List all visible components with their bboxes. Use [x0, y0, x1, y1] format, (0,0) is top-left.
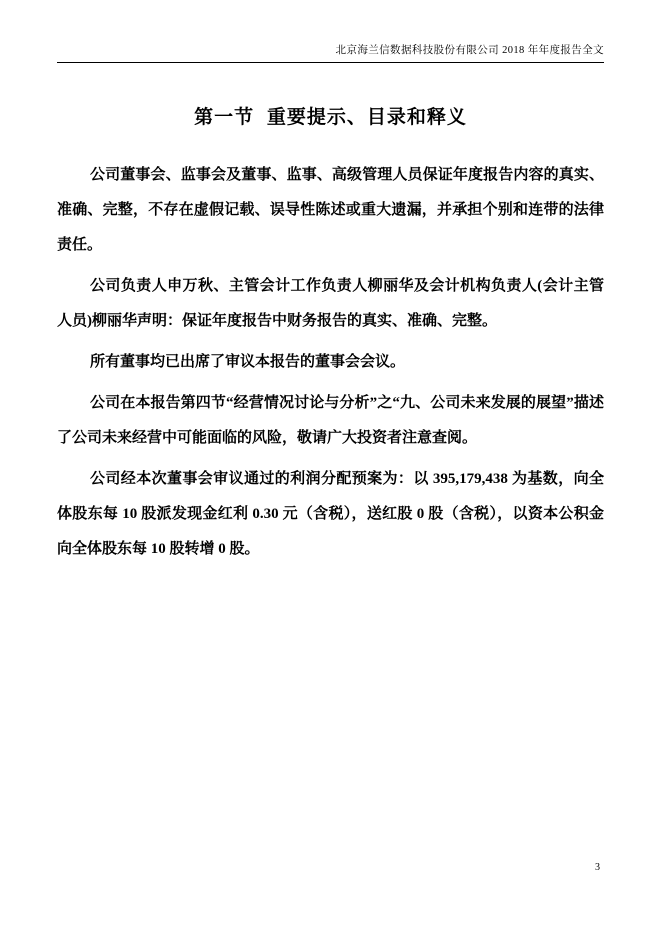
body-paragraph: 公司董事会、监事会及董事、监事、高级管理人员保证年度报告内容的真实、准确、完整，不存在虚假记载、误导性陈述或重大遗漏，并承担个别和连带的法律责任。 [57, 167, 604, 253]
section-title: 第一节 重要提示、目录和释义 [194, 107, 467, 128]
body-paragraph: 公司负责人申万秋、主管会计工作负责人柳丽华及会计机构负责人(会计主管人员)柳丽华声明：保证年度报告中财务报告的真实、准确、完整。 [57, 278, 604, 329]
body-paragraph: 所有董事均已出席了审议本报告的董事会会议。 [90, 354, 406, 370]
body-paragraph: 公司经本次董事会审议通过的利润分配预案为：以 395,179,438 为基数，向全体股东每 10 股派发现金红利 0.30 元（含税），送红股 0 股（含税），以资本公积金向全体股东每 10 股转增 0 股。 [57, 471, 604, 557]
body-paragraph: 公司在本报告第四节“经营情况讨论与分析”之“九、公司未来发展的展望”描述了公司未来经营中可能面临的风险，敬请广大投资者注意查阅。 [57, 395, 604, 446]
report-header: 北京海兰信数据科技股份有限公司 2018 年年度报告全文 [57, 42, 604, 63]
page-number: 3 [595, 862, 600, 873]
document-body [57, 158, 604, 573]
